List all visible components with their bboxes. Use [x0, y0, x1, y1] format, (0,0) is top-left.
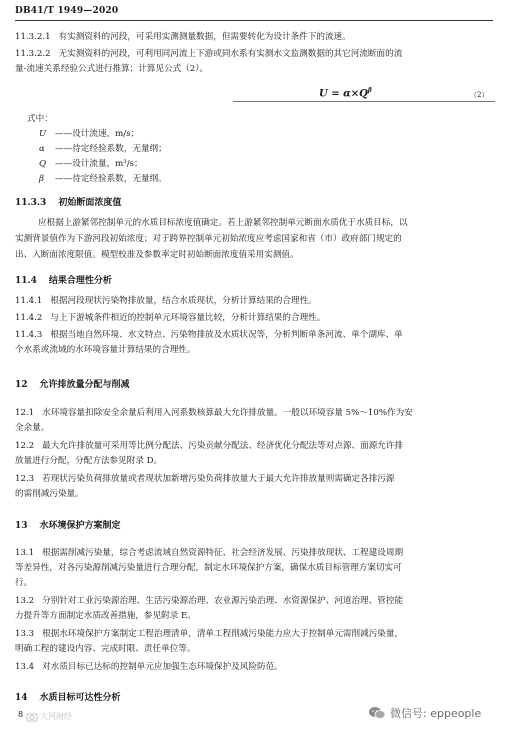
heading-title: 结果合理性分析: [48, 276, 112, 286]
clause-11-3-2-2-cont: 量-流速关系经验公式进行推算；计算见公式（2）。: [15, 64, 209, 74]
clause-number: 13.1: [15, 548, 35, 558]
heading-number: 11.3.3: [15, 198, 47, 208]
variable-alpha: [39, 142, 167, 154]
clause-text: 根据水环境保护方案制定工程治理清单，清单工程削减污染能力应大于控制单元需削减污染量，: [42, 629, 404, 639]
clause-11-4-3: [15, 328, 495, 343]
heading-title: 初始断面浓度值: [58, 198, 122, 208]
clause-number: 13.3: [15, 629, 35, 639]
clause-12-3: [15, 472, 495, 487]
variable-u: [39, 127, 139, 139]
clause-text: 对水质目标已达标的控制单元应加强生态环境保护及风险防范。: [42, 662, 283, 672]
clause-text: 根据需削减污染量，综合考虑流域自然资源特征、社会经济发展、污染排放现状、工程建设周期: [42, 548, 404, 558]
clause-13-3: [15, 627, 495, 642]
clause-11-4-1: [15, 294, 495, 309]
variable-symbol: U: [39, 129, 47, 139]
heading-number: 14: [15, 693, 28, 703]
watermark-left-text: 大河财经: [40, 712, 72, 721]
formula-exponent: β: [367, 87, 372, 94]
clause-text: 若现状污染负荷排放量或者现状加新增污染负荷排放量大于最大允许排放量则需确定各排污源: [42, 474, 395, 484]
clause-12-1-cont: 全余量。: [15, 423, 50, 433]
paragraph-11-3-3-line3: 出、入断面浓度限值。模型校准及参数率定时初始断面浓度值采用实测值。: [15, 250, 299, 260]
wechat-icon: [368, 706, 386, 720]
heading-11-4: [15, 273, 112, 286]
paragraph-11-3-3-line2: 实测背景值作为下游河段初始浓度；对于跨界控制单元初始浓度应考虑国家和省（市）政府部门规定的: [15, 234, 402, 244]
clause-number: 11.4.3: [15, 330, 43, 340]
watermark-right: [368, 705, 481, 721]
clause-12-2-cont: 放量进行分配，分配方法参见附录 D。: [15, 456, 163, 466]
heading-title: 水环境保护方案制定: [39, 521, 121, 531]
variable-beta: [39, 172, 167, 184]
variable-symbol: β: [39, 174, 44, 184]
clause-number: 12.1: [15, 408, 35, 418]
heading-11-3-3: [15, 195, 121, 208]
clause-number: 11.3.2.2: [15, 49, 51, 59]
page-number: 8: [18, 710, 24, 719]
clause-11-4-2: [15, 311, 495, 326]
clause-11-4-3-cont: 个水系或流域的水环境容量计算结果的合理性。: [15, 345, 196, 355]
variable-symbol: Q: [39, 159, 47, 169]
camera-icon: [26, 712, 38, 722]
variable-q: [39, 157, 143, 169]
clause-13-2-cont: 力提升等方面制定水质改善措施，参见附录 E。: [15, 611, 196, 621]
clause-number: 12.2: [15, 441, 35, 451]
clause-number: 11.4.2: [15, 313, 43, 323]
variable-desc: ——待定经验系数，无量纲；: [55, 144, 167, 154]
clause-13-1-cont: 等差异性，对各污染源削减污染量进行合理分配，制定水环境保护方案，确保水质目标管理方案切实可: [15, 563, 402, 573]
where-label: 式中：: [27, 114, 53, 124]
clause-12-2: [15, 439, 495, 454]
variable-desc: ——待定经验系数，无量纲。: [55, 174, 167, 184]
clause-13-1: [15, 546, 495, 561]
clause-number: 11.3.2.1: [15, 32, 51, 42]
heading-14: [15, 690, 121, 703]
paragraph-11-3-3-line1: 应根据上游紧邻控制单元的水质目标浓度值确定。若上游紧邻控制单元断面水质优于水质目标，以: [38, 218, 408, 228]
clause-number: 12.3: [15, 474, 35, 484]
formula-expression: U = α×Q: [319, 88, 368, 100]
clause-text: 分别针对工业污染源治理、生活污染源治理、农业源污染治理、水资源保护、河道治理、管控能: [42, 596, 404, 606]
watermark-left: [26, 711, 72, 722]
heading-title: 水质目标可达性分析: [39, 693, 121, 703]
clause-text: 水环境容量扣除安全余量后利用入河系数核算最大允许排放量。一般以环境容量 5%～10%作为安: [42, 408, 413, 418]
heading-number: 13: [15, 521, 28, 531]
clause-11-3-2-2: [15, 47, 495, 62]
clause-number: 13.2: [15, 596, 35, 606]
heading-13: [15, 518, 121, 531]
clause-text: 最大允许排放量可采用等比例分配法、污染贡献分配法、经济优化分配法等对点源、面源允许排: [42, 441, 404, 451]
clause-text: 根据当地自然环境、水文特点、污染物排放及水质状况等，分析判断单条河流、单个湖库、单: [50, 330, 403, 340]
clause-13-1-cont2: 行。: [15, 578, 33, 588]
variable-desc: ——设计流量，m³/s；: [55, 159, 143, 169]
heading-number: 11.4: [15, 276, 37, 286]
heading-12: [15, 377, 130, 390]
variable-desc: ——设计流速，m/s；: [55, 129, 140, 139]
heading-title: 允许排放量分配与削减: [39, 380, 130, 390]
clause-12-1: [15, 406, 495, 421]
clause-text: 无实测资料的河段，可利用同河流上下游或同水系有实测水文监测数据的其它河流断面的流: [58, 49, 403, 59]
clause-13-3-cont: 明确工程的建设内容、完成时限、责任单位等。: [15, 644, 196, 654]
watermark-right-text: 微信号: eppeople: [390, 707, 482, 720]
clause-11-3-2-1: [15, 30, 495, 45]
formula-rule: [233, 101, 495, 102]
clause-13-2: [15, 594, 495, 609]
clause-number: 13.4: [15, 662, 35, 672]
clause-13-4: [15, 660, 495, 675]
formula-number: （2）: [470, 91, 489, 99]
clause-text: 与上下游城条件相近的控制单元环境容量比较，分析计算结果的合理性。: [50, 313, 326, 323]
variable-symbol: α: [39, 144, 45, 154]
document-header: DB41/T 1949—2020: [15, 6, 119, 16]
clause-text: 有实测资料的河段，可采用实测测量数据，但需要转化为设计条件下的流速。: [58, 32, 351, 42]
clause-number: 11.4.1: [15, 296, 43, 306]
formula-2: [319, 87, 372, 99]
clause-text: 根据河段现状污染物排放量，结合水质现状，分析计算结果的合理性。: [50, 296, 317, 306]
clause-12-3-cont: 的需削减污染量。: [15, 489, 84, 499]
header-divider: [15, 20, 493, 21]
heading-number: 12: [15, 380, 28, 390]
